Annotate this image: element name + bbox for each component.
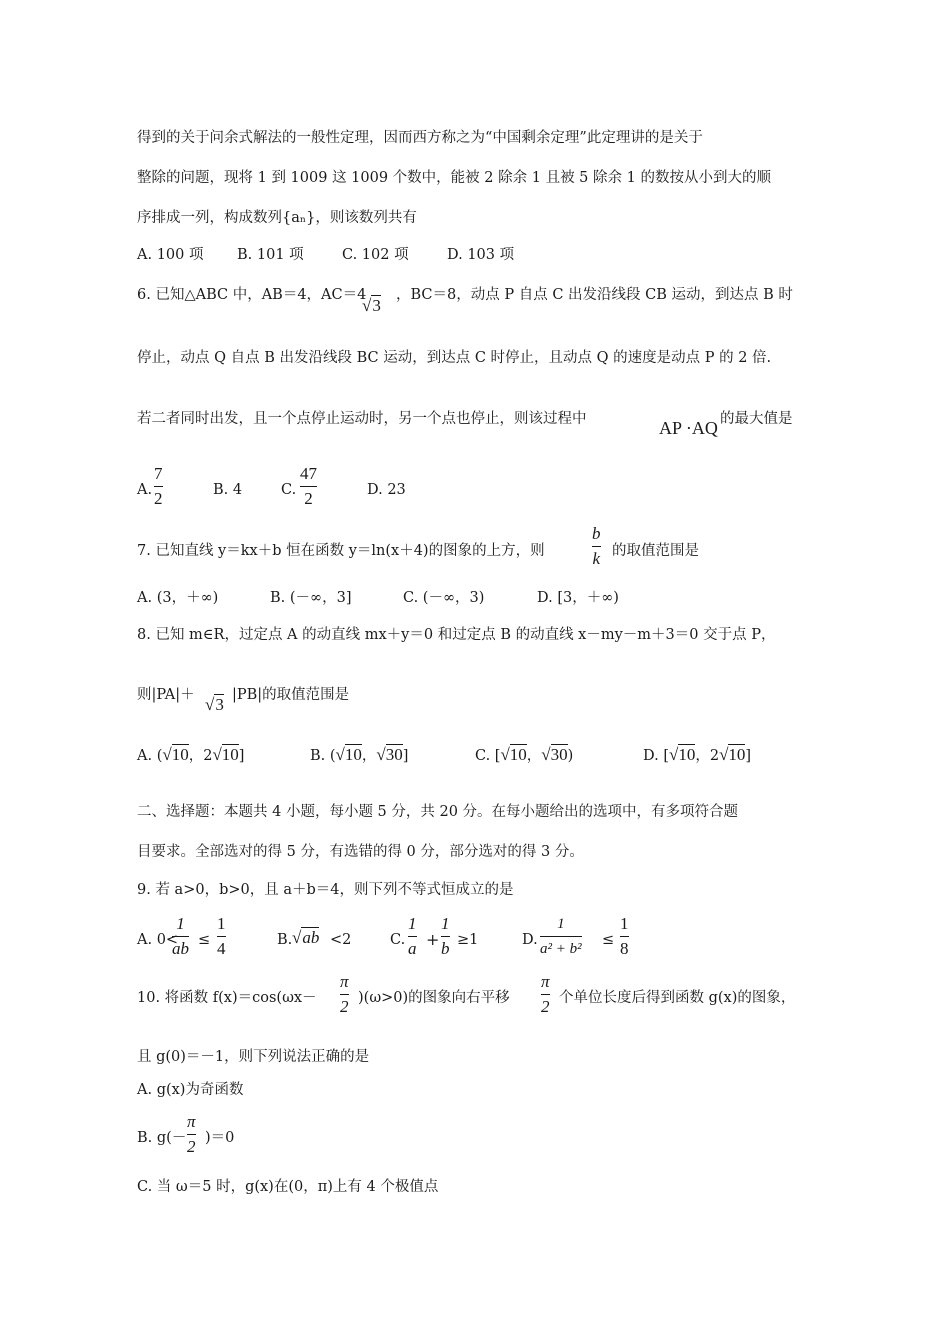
p9-option-c-frac1: 1 a [408,914,417,958]
section2-line-1: 二、选择题：本题共 4 小题，每小题 5 分，共 20 分。在每小题给出的选项中，有多项符合题 [137,804,739,820]
p7-option-a: A. (3，＋∞) [137,590,219,606]
p10-option-c: C. 当 ω＝5 时，g(x)在(0，π)上有 4 个极值点 [137,1179,439,1195]
p10-line-1b: )(ω>0)的图象向右平移 [358,990,510,1006]
p6-line-1a: 6. 已知△ABC 中，AB＝4，AC＝4 [137,287,367,303]
p5-option-d: D. 103 项 [447,247,515,263]
p6-vector-product: AP ·AQ [659,418,718,438]
p9-option-c-plus: + [426,930,440,949]
p5-option-c: C. 102 项 [342,247,409,263]
p6-option-d: D. 23 [367,482,406,498]
p6-sqrt3: √3 [362,296,381,315]
section2-line-2: 目要求。全部选对的得 5 分，有选错的得 0 分，部分选对的得 3 分。 [137,844,584,860]
p8-option-a: A. (√10，2√10] [137,745,245,764]
p10-pi-over-2-b: π 2 [541,972,550,1016]
p9-option-b-prefix: B. [277,932,293,948]
p9-line-1: 9. 若 a>0，b>0，且 a＋b＝4，则下列不等式恒成立的是 [137,882,514,898]
p9-option-a-frac2: 1 4 [217,914,226,958]
p9-option-a-leq: ≤ [198,932,211,948]
p7-option-b: B. (－∞，3] [270,590,352,606]
p8-line-1: 8. 已知 m∈R，过定点 A 的动直线 mx＋y＝0 和过定点 B 的动直线 x－my－m＋3＝0 交于点 P， [137,627,776,643]
p6-option-b: B. 4 [213,482,243,498]
p10-option-b-fraction: π 2 [187,1112,196,1156]
p8-option-d: D. [√10，2√10] [643,745,752,764]
p9-option-c-prefix: C. [390,932,406,948]
p8-option-c: C. [√10，√30) [475,745,574,764]
p10-pi-over-2-a: π 2 [340,972,349,1016]
p6-option-a-label: A. [137,482,153,498]
p10-option-a: A. g(x)为奇函数 [137,1082,244,1098]
p6-option-c-label: C. [281,482,297,498]
p8-option-b: B. (√10，√30] [310,745,409,764]
p5-line-3: 序排成一列，构成数列{aₙ}，则该数列共有 [137,210,417,226]
p9-option-d-prefix: D. [522,932,538,948]
p10-option-b-prefix: B. g(－ [137,1130,187,1146]
p5-line-2: 整除的问题，现将 1 到 1009 这 1009 个数中，能被 2 除余 1 且被 5 除余 1 的数按从小到大的顺 [137,170,771,186]
p9-option-c-frac2: 1 b [441,914,450,958]
p9-option-a-prefix: A. 0< [137,932,179,948]
p6-line-1b: ，BC＝8，动点 P 自点 C 出发沿线段 CB 运动，到达点 B 时 [396,287,793,303]
p8-sqrt3: √3 [205,695,224,714]
p9-option-c-suffix: ≥1 [457,932,479,948]
p6-option-c-fraction: 47 2 [300,464,317,508]
p5-line-1: 得到的关于问余式解法的一般性定理，因而西方称之为“中国剩余定理”此定理讲的是关于 [137,130,703,146]
p7-option-d: D. [3，＋∞) [537,590,619,606]
p10-option-b-suffix: )＝0 [205,1130,235,1146]
p5-option-a: A. 100 项 [137,247,204,263]
p9-option-a-frac1: 1 ab [172,914,189,958]
p9-option-d-frac2: 1 8 [620,914,629,958]
p6-line-3b: 的最大值是 [720,411,793,427]
p7-line-1b: 的取值范围是 [612,543,699,559]
p9-option-d-frac1: 1 a² + b² [540,916,582,957]
p9-option-b-sqrt: √ab [292,928,320,947]
p6-option-a-fraction: 7 2 [154,464,163,508]
p9-option-d-leq: ≤ [602,932,615,948]
p5-option-b: B. 101 项 [237,247,304,263]
p8-line-2b: |PB|的取值范围是 [232,687,350,703]
p8-line-2a: 则|PA|＋ [137,687,195,703]
p7-fraction-b-over-k: b k [592,524,601,568]
p6-line-2: 停止，动点 Q 自点 B 出发沿线段 BC 运动，到达点 C 时停止，且动点 Q 的速度是动点 P 的 2 倍. [137,350,772,366]
p9-option-b-suffix: <2 [330,932,352,948]
p10-line-1a: 10. 将函数 f(x)＝cos(ωx－ [137,990,317,1006]
p10-line-2: 且 g(0)＝－1，则下列说法正确的是 [137,1049,370,1065]
p7-line-1a: 7. 已知直线 y＝kx＋b 恒在函数 y＝ln(x＋4)的图象的上方，则 [137,543,545,559]
p6-line-3a: 若二者同时出发，且一个点停止运动时，另一个点也停止，则该过程中 [137,411,587,427]
p10-line-1c: 个单位长度后得到函数 g(x)的图象， [559,990,796,1006]
p7-option-c: C. (－∞，3) [403,590,485,606]
